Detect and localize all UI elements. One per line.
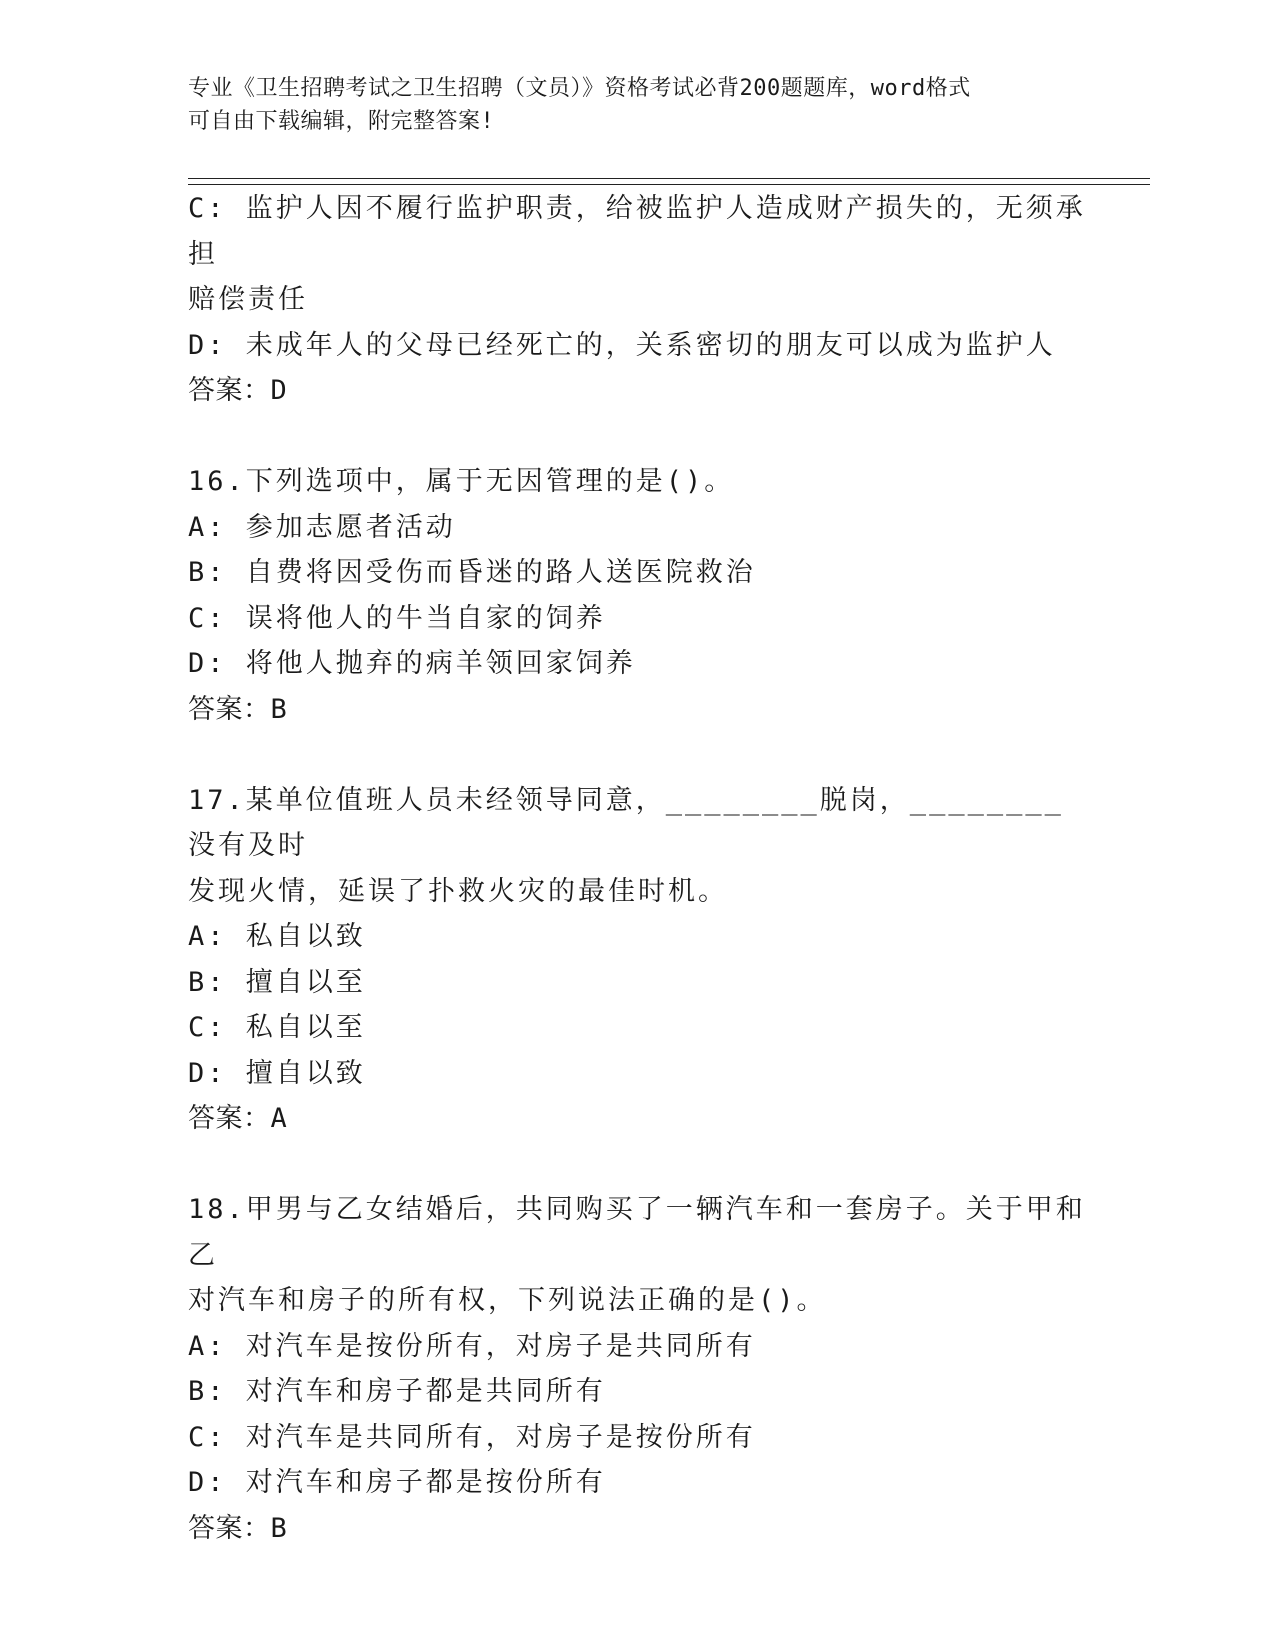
answer-line: 答案：D [188,375,288,406]
question-17 [188,778,1088,1142]
question-stem: 17.某单位值班人员未经领导同意，________脱岗，________没有及时 [188,784,1064,861]
header-rule-top [188,178,1150,179]
question-18 [188,1187,1088,1551]
spacer [188,414,1088,460]
option-c: C: 对汽车是共同所有，对房子是按份所有 [188,1421,756,1453]
header-line-1: 专业《卫生招聘考试之卫生招聘（文员）》资格考试必背200题题库，word格式 [188,76,971,101]
option-d: D: 擅自以致 [188,1057,366,1089]
option-a: A: 私自以致 [188,921,366,952]
option-d: D: 将他人抛弃的病羊领回家饲养 [188,648,636,679]
option-b: B: 擅自以至 [188,966,366,998]
option-line: 赔偿责任 [188,284,308,315]
answer-line: 答案：B [188,1512,288,1544]
question-stem: 18.甲男与乙女结婚后，共同购买了一辆汽车和一套房子。关于甲和乙 [188,1194,1086,1271]
option-c: C: 私自以至 [188,1012,366,1043]
question-16 [188,459,1088,732]
spacer [188,732,1088,778]
option-b: B: 自费将因受伤而昏迷的路人送医院救治 [188,557,756,588]
header-line-2: 可自由下载编辑，附完整答案! [188,109,495,134]
question-stem: 发现火情，延误了扑救火灾的最佳时机。 [188,875,728,907]
question-stem: 对汽车和房子的所有权，下列说法正确的是()。 [188,1285,827,1316]
page-header [188,72,1088,138]
answer-line: 答案：A [188,1103,288,1134]
option-a: A: 对汽车是按份所有，对房子是共同所有 [188,1330,756,1362]
answer-line: 答案：B [188,693,288,725]
option-line: C: 监护人因不履行监护职责，给被监护人造成财产损失的，无须承担 [188,193,1086,270]
question-15-continued [188,186,1088,414]
option-c: C: 误将他人的牛当自家的饲养 [188,602,606,634]
header-rule-bottom [188,184,1150,185]
option-line: D: 未成年人的父母已经死亡的，关系密切的朋友可以成为监护人 [188,329,1056,361]
option-a: A: 参加志愿者活动 [188,511,456,543]
option-b: B: 对汽车和房子都是共同所有 [188,1376,606,1407]
option-d: D: 对汽车和房子都是按份所有 [188,1467,606,1498]
spacer [188,1142,1088,1188]
question-stem: 16.下列选项中，属于无因管理的是()。 [188,466,735,497]
question-content [188,186,1088,1551]
